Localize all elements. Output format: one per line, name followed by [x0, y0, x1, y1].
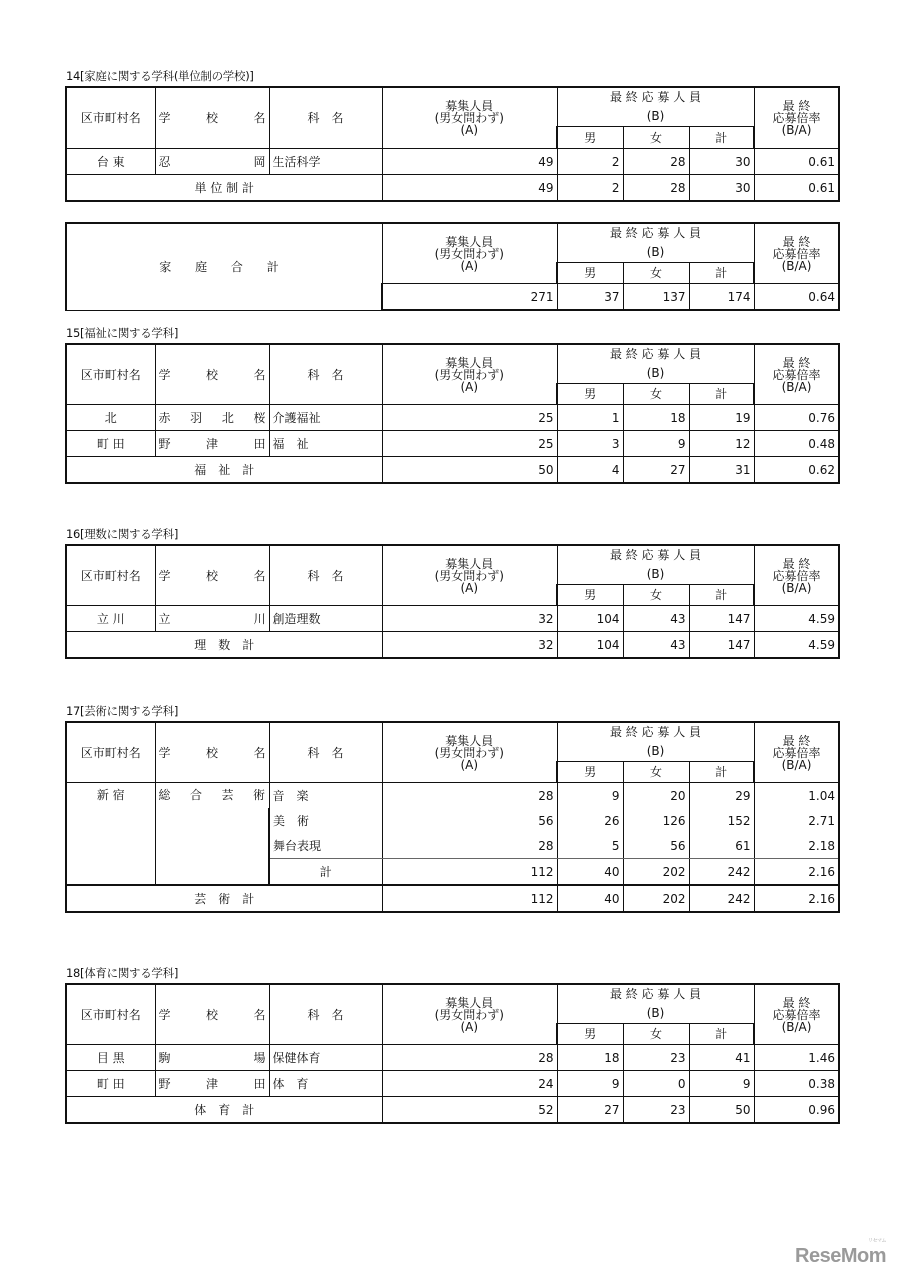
table-16: 区市町村名 学 校 名 科 名 募集人員 (男女問わず) (A) 最 終 応 募 人 員 (B) 最 終 応募倍率 (B/A) 男 女 計 立 川 立 川 創造理数 32 104 43 147 4.59 理 数 計 32 104 43 147 4.59	[65, 544, 840, 659]
table-17: 区市町村名 学 校 名 科 名 募集人員 (男女問わず) (A) 最 終 応 募 人 員 (B) 最 終 応募倍率 (B/A) 男 女 計 新 宿 総 合 芸 術 音 楽 28 9 20 29 1.04 美 術 56 26 126 152 2.71 舞台表現 28 5 56 61 2.18 計 112 40 202 242 2.16 芸 術 計 112 40 202 242 2.16	[65, 721, 840, 913]
section-title-18: 18[体育に関する学科]	[66, 966, 179, 980]
header-ratio: 最 終 応募倍率 (B/A)	[754, 87, 839, 149]
header-female: 女	[623, 127, 689, 149]
table-row: 新 宿 総 合 芸 術 音 楽 28 9 20 29 1.04	[66, 783, 839, 809]
table-row: 目 黒 駒 場 保健体育 28 18 23 41 1.46	[66, 1045, 839, 1071]
subtotal-row: 体 育 計 52 27 23 50 0.96	[66, 1097, 839, 1124]
section-title-14: 14[家庭に関する学科(単位制の学校)]	[66, 69, 254, 83]
table-row: 北 赤 羽 北 桜 介護福祉 25 1 18 19 0.76	[66, 405, 839, 431]
header-total: 計	[689, 127, 754, 149]
subtotal-row: 芸 術 計 112 40 202 242 2.16	[66, 885, 839, 912]
section-title-16: 16[理数に関する学科]	[66, 527, 179, 541]
header-applicants: 最 終 応 募 人 員 (B)	[557, 87, 754, 127]
table-row: 舞台表現 28 5 56 61 2.18	[66, 833, 839, 859]
header-course: 科 名	[269, 87, 382, 149]
school-total-row: 計 112 40 202 242 2.16	[66, 859, 839, 886]
header-male: 男	[557, 127, 623, 149]
subtotal-row: 福 祉 計 50 4 27 31 0.62	[66, 457, 839, 484]
table-15: 区市町村名 学 校 名 科 名 募集人員 (男女問わず) (A) 最 終 応 募 人 員 (B) 最 終 応募倍率 (B/A) 男 女 計 北 赤 羽 北 桜 介護福祉 25 1 18 19 0.76 町 田 野 津 田 福 祉 25 3 9 12 0.48 福 祉 計 50 4 27 31 0.62	[65, 343, 840, 484]
table-row: 町 田 野 津 田 体 育 24 9 0 9 0.38	[66, 1071, 839, 1097]
subtotal-row: 理 数 計 32 104 43 147 4.59	[66, 632, 839, 659]
header-recruit: 募集人員 (男女問わず) (A)	[382, 87, 557, 149]
grand-total-row: 271 37 137 174 0.64	[66, 284, 839, 311]
section-title-17: 17[芸術に関する学科]	[66, 704, 179, 718]
table-14	[65, 86, 840, 202]
table-home-total: 家 庭 合 計 募集人員 (男女問わず) (A) 最 終 応 募 人 員 (B) 最 終 応募倍率 (B/A) 男 女 計 271 37 137 174 0.64	[65, 222, 840, 311]
header-area: 区市町村名	[66, 87, 155, 149]
table-row: 台 東 忍 岡 生活科学 49 2 28 30 0.61	[66, 149, 839, 175]
resemom-logo: ReseMom リセマム	[795, 1238, 886, 1267]
grand-total-label: 家 庭 合 計	[66, 223, 382, 310]
table-row: 美 術 56 26 126 152 2.71	[66, 808, 839, 833]
section-title-15: 15[福祉に関する学科]	[66, 326, 179, 340]
table-18: 区市町村名 学 校 名 科 名 募集人員 (男女問わず) (A) 最 終 応 募 人 員 (B) 最 終 応募倍率 (B/A) 男 女 計 目 黒 駒 場 保健体育 28 18 23 41 1.46 町 田 野 津 田 体 育 24 9 0 9 0.38 体 育 計 52 27 23 50 0.96	[65, 983, 840, 1124]
header-school: 学 校 名	[155, 87, 269, 149]
table-row: 町 田 野 津 田 福 祉 25 3 9 12 0.48	[66, 431, 839, 457]
subtotal-row: 単 位 制 計 49 2 28 30 0.61	[66, 175, 839, 202]
table-row: 立 川 立 川 創造理数 32 104 43 147 4.59	[66, 606, 839, 632]
